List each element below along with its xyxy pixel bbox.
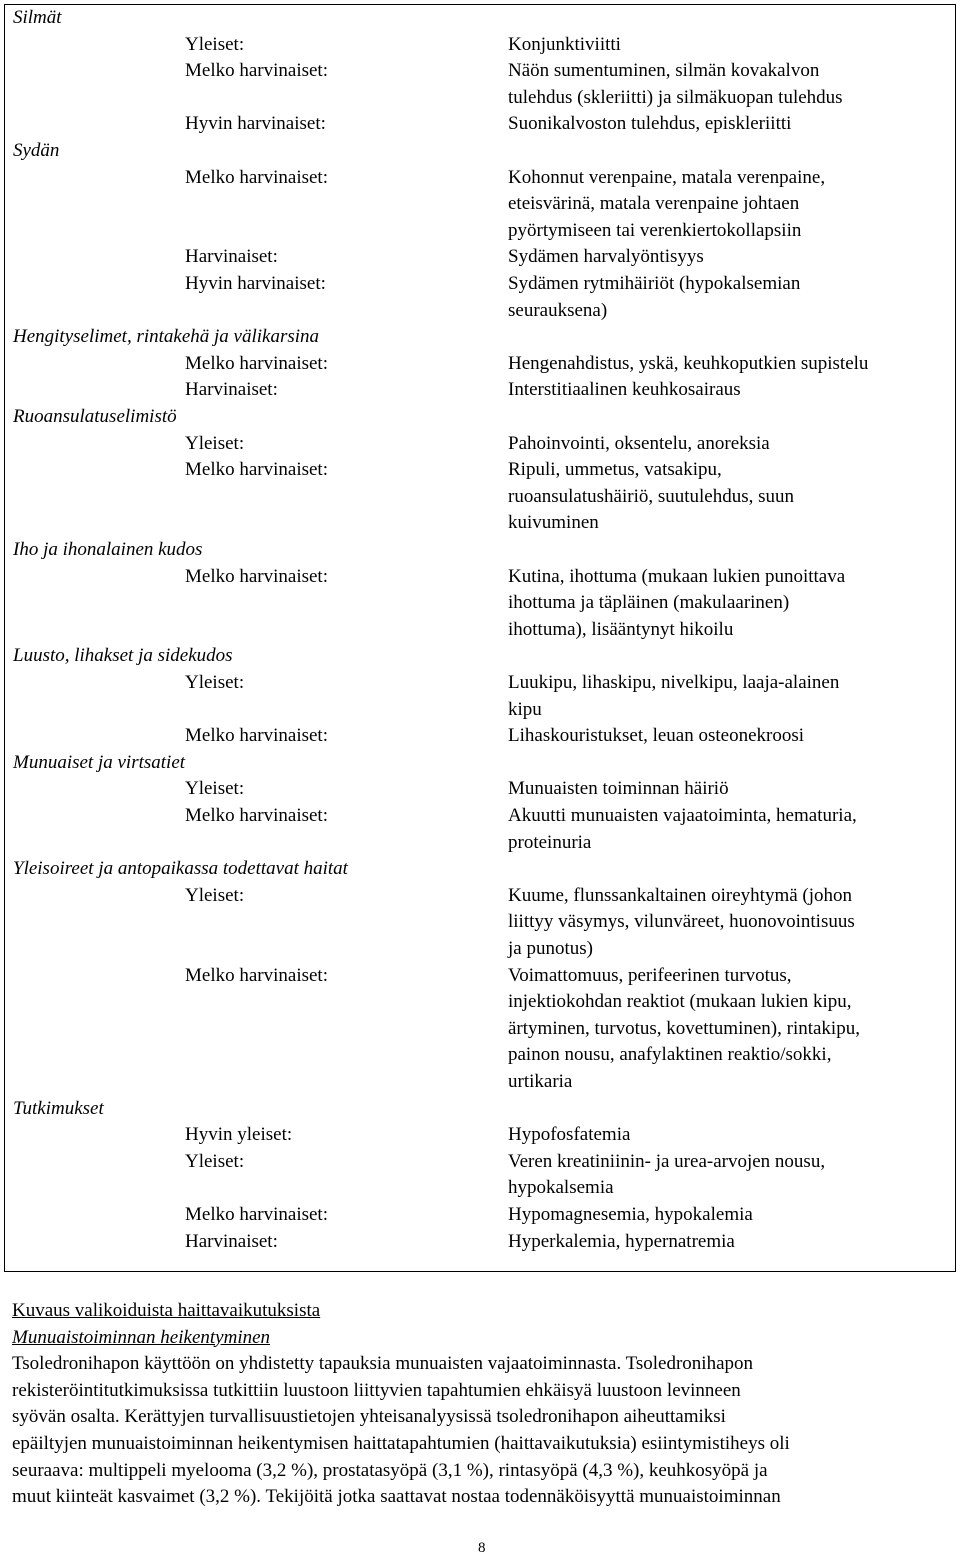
effect-description-line: Konjunktiviitti	[508, 33, 621, 55]
effect-description	[508, 963, 948, 1096]
effect-description-line: ruoansulatushäiriö, suutulehdus, suun	[508, 485, 795, 507]
effect-description-line: Näön sumentuminen, silmän kovakalvon	[508, 60, 820, 82]
section-heading: Hengityselimet, rintakehä ja välikarsina	[13, 326, 320, 348]
description-line: epäiltyjen munuaistoiminnan heikentymisen haittatapahtumien (haittavaikutuksia) esiintymistiheys oli	[12, 1432, 790, 1454]
table-row	[5, 803, 955, 856]
table-row	[5, 776, 955, 803]
effect-description-line: Veren kreatiniinin- ja urea-arvojen nousu,	[508, 1150, 826, 1172]
page-number: 8	[478, 1540, 486, 1556]
table-row	[5, 1202, 955, 1229]
frequency-label: Melko harvinaiset:	[185, 565, 328, 587]
effect-description-line: proteinuria	[508, 831, 592, 853]
table-row	[5, 883, 955, 963]
table-row	[5, 58, 955, 111]
effect-description-line: Sydämen harvalyöntisyys	[508, 246, 704, 268]
frequency-label: Yleiset:	[185, 672, 245, 693]
effect-description-line: ärtyminen, turvotus, kovettuminen), rintakipu,	[508, 1017, 860, 1039]
frequency-label: Melko harvinaiset:	[185, 1204, 328, 1225]
section-heading: Silmät	[13, 7, 62, 28]
frequency-label: Yleiset:	[185, 884, 245, 906]
description-subheading: Munuaistoiminnan heikentyminen	[12, 1326, 271, 1348]
effect-description-line: pyörtymiseen tai verenkiertokollapsiin	[508, 219, 802, 241]
table-row	[5, 351, 955, 378]
effect-description	[508, 351, 948, 378]
table-row	[5, 1122, 955, 1149]
selected-adverse-effects-description	[12, 1298, 952, 1511]
frequency-label: Harvinaiset:	[185, 1230, 278, 1252]
frequency-label: Hyvin harvinaiset:	[185, 273, 326, 294]
effect-description-line: Kutina, ihottuma (mukaan lukien punoittava	[508, 565, 846, 587]
effect-description	[508, 670, 948, 723]
effect-description-line: Akuutti munuaisten vajaatoiminta, hematuria,	[508, 805, 857, 826]
frequency-label: Yleiset:	[185, 1150, 245, 1172]
effect-description	[508, 564, 948, 644]
table-row	[5, 564, 955, 644]
effect-description-line: ihottuma ja täpläinen (makulaarinen)	[508, 592, 790, 614]
table-row	[5, 457, 955, 537]
frequency-label: Melko harvinaiset:	[185, 166, 328, 188]
section-heading: Iho ja ihonalainen kudos	[13, 539, 203, 560]
frequency-label: Melko harvinaiset:	[185, 352, 328, 374]
effect-description-line: Voimattomuus, perifeerinen turvotus,	[508, 964, 792, 986]
description-line: muut kiinteät kasvaimet (3,2 %). Tekijöitä jotka saattavat nostaa todennäköisyyttä munuaistoiminnan	[12, 1486, 781, 1508]
effect-description	[508, 1149, 948, 1202]
section-heading: Munuaiset ja virtsatiet	[13, 751, 186, 773]
frequency-label: Yleiset:	[185, 778, 245, 800]
effect-description-line: Munuaisten toiminnan häiriö	[508, 778, 729, 800]
table-row	[5, 111, 955, 138]
description-heading: Kuvaus valikoiduista haittavaikutuksista	[12, 1300, 321, 1321]
effect-description-line: eteisvärinä, matala verenpaine johtaen	[508, 193, 800, 215]
effect-description-line: Lihaskouristukset, leuan osteonekroosi	[508, 725, 805, 747]
frequency-label: Hyvin yleiset:	[185, 1124, 293, 1146]
table-row	[5, 1149, 955, 1202]
table-row	[5, 963, 955, 1096]
frequency-label: Melko harvinaiset:	[185, 964, 328, 986]
effect-description	[508, 58, 948, 111]
table-row	[5, 377, 955, 404]
effect-description-line: Hypofosfatemia	[508, 1124, 631, 1146]
description-line: Tsoledronihapon käyttöön on yhdistetty tapauksia munuaisten vajaatoiminnasta. Tsoledronihapon	[12, 1353, 754, 1375]
section-heading: Tutkimukset	[13, 1097, 104, 1119]
effect-description-line: Pahoinvointi, oksentelu, anoreksia	[508, 432, 770, 454]
effect-description-line: painon nousu, anafylaktinen reaktio/sokki,	[508, 1044, 832, 1066]
effect-description	[508, 1229, 948, 1256]
effect-description-line: liittyy väsymys, vilunväreet, huonovointisuus	[508, 911, 855, 933]
effect-description	[508, 377, 948, 404]
effect-description-line: hypokalsemia	[508, 1177, 614, 1199]
effect-description-line: Kuume, flunssankaltainen oireyhtymä (johon	[508, 884, 853, 906]
effect-description-line: Hengenahdistus, yskä, keuhkoputkien supistelu	[508, 352, 869, 374]
effect-description-line: tulehdus (skleriitti) ja silmäkuopan tulehdus	[508, 86, 843, 108]
effect-description-line: Suonikalvoston tulehdus, episkleriitti	[508, 113, 792, 135]
frequency-label: Melko harvinaiset:	[185, 459, 328, 481]
description-line: rekisteröintitutkimuksissa tutkittiin luustoon liittyvien tapahtumien ehkäisyä luustoon levinneen	[12, 1379, 741, 1401]
table-row	[5, 670, 955, 723]
effect-description-line: urtikaria	[508, 1070, 573, 1092]
frequency-label: Melko harvinaiset:	[185, 60, 328, 82]
table-row	[5, 32, 955, 59]
effect-description-line: Hyperkalemia, hypernatremia	[508, 1230, 735, 1252]
effect-description-line: injektiokohdan reaktiot (mukaan lukien kipu,	[508, 991, 852, 1013]
effect-description-line: Luukipu, lihaskipu, nivelkipu, laaja-alainen	[508, 672, 840, 693]
section-heading: Yleisoireet ja antopaikassa todettavat haitat	[13, 858, 348, 880]
effect-description-line: kuivuminen	[508, 512, 599, 534]
table-row	[5, 244, 955, 271]
frequency-label: Harvinaiset:	[185, 246, 278, 268]
section-heading: Sydän	[13, 140, 60, 161]
table-row	[5, 271, 955, 324]
effect-description-line: ihottuma), lisääntynyt hikoilu	[508, 618, 734, 640]
effect-description	[508, 244, 948, 271]
description-line: seuraava: multippeli myelooma (3,2 %), prostatasyöpä (3,1 %), rintasyöpä (4,3 %), keuhkosyöpä ja	[12, 1459, 768, 1481]
effect-description	[508, 723, 948, 750]
effect-description	[508, 111, 948, 138]
effect-description-line: Kohonnut verenpaine, matala verenpaine,	[508, 166, 826, 188]
table-row	[5, 165, 955, 245]
effect-description-line: ja punotus)	[508, 937, 593, 959]
frequency-label: Yleiset:	[185, 432, 245, 454]
effect-description-line: Ripuli, ummetus, vatsakipu,	[508, 459, 722, 481]
effect-description	[508, 431, 948, 458]
effect-description	[508, 803, 948, 856]
table-row	[5, 723, 955, 750]
table-row	[5, 1229, 955, 1256]
section-heading: Ruoansulatuselimistö	[13, 406, 177, 427]
adverse-effects-table	[4, 4, 956, 1272]
effect-description	[508, 165, 948, 245]
effect-description	[508, 271, 948, 324]
frequency-label: Harvinaiset:	[185, 379, 278, 401]
effect-description-line: seurauksena)	[508, 299, 608, 321]
description-line: syövän osalta. Kerättyjen turvallisuustietojen yhteisanalyysissä tsoledronihapon aiheuttamiksi	[12, 1406, 726, 1428]
frequency-label: Melko harvinaiset:	[185, 725, 328, 747]
effect-description	[508, 32, 948, 59]
frequency-label: Hyvin harvinaiset:	[185, 113, 326, 135]
effect-description-line: Sydämen rytmihäiriöt (hypokalsemian	[508, 273, 801, 294]
table-row	[5, 431, 955, 458]
effect-description	[508, 1202, 948, 1229]
effect-description-line: kipu	[508, 698, 542, 720]
section-heading: Luusto, lihakset ja sidekudos	[13, 645, 233, 667]
effect-description	[508, 1122, 948, 1149]
effect-description	[508, 776, 948, 803]
effect-description	[508, 883, 948, 963]
effect-description	[508, 457, 948, 537]
frequency-label: Melko harvinaiset:	[185, 805, 328, 826]
frequency-label: Yleiset:	[185, 33, 245, 55]
effect-description-line: Interstitiaalinen keuhkosairaus	[508, 379, 741, 401]
effect-description-line: Hypomagnesemia, hypokalemia	[508, 1204, 753, 1225]
